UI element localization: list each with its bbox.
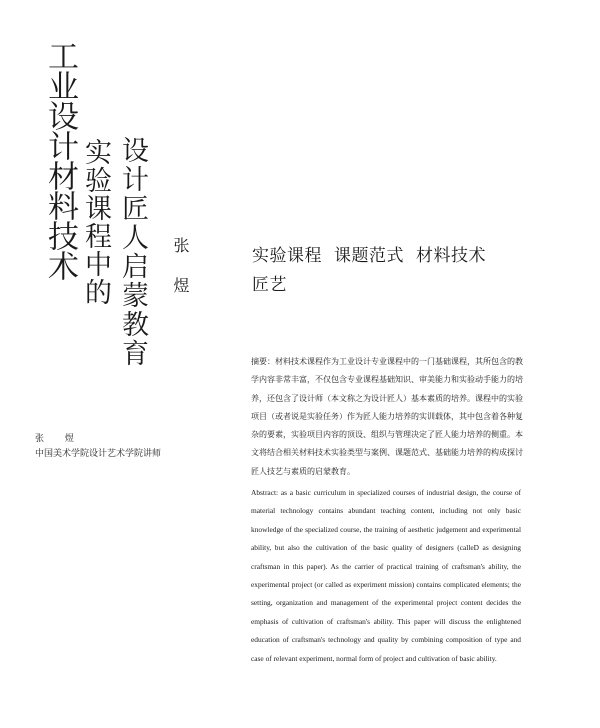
title-line-2: 实验课程中的 [80, 138, 111, 306]
author-name: 张 煜 [35, 434, 83, 444]
author-block [35, 432, 161, 463]
abstract-chinese: 摘要：材料技术课程作为工业设计专业课程中的一门基础课程，其所包含的教学内容非常丰富，不仅包含专业课程基础知识、审美能力和实验动手能力的培养，还包含了设计师（本文称之为设计匠人）基本素质的培养。课程中的实验项目（或者说是实验任务）作为匠人能力培养的实训载体，其中包含着各种复杂的要素，实验项目内容的顶设、组织与管理决定了匠人能力培养的侧重。本文将结合相关材料技术实验类型与案例、课题范式、基础能力培养的构成探讨匠人技艺与素质的启蒙教育。 [251, 357, 523, 476]
author-affiliation: 中国美术学院设计艺术学院讲师 [35, 449, 162, 460]
keyword: 实验课程 [252, 246, 322, 266]
keyword: 材料技术 [416, 246, 486, 266]
keyword: 匠艺 [252, 275, 287, 295]
title-line-3: 设计匠人启蒙教育 [117, 136, 148, 368]
title-line-1: 工业设计材料技术 [42, 40, 78, 280]
keyword: 课题范式 [334, 246, 404, 266]
author-name-vertical: 张煜 [171, 237, 190, 317]
abstract-english: Abstract: as a basic curriculum in specialized courses of industrial design, the course of material technology contains abundant teaching content, including not only basic knowledge of the specialized course, the training of aesthetic judgement and experimental ability, but also the cultivation of the basic quality of designers (calleD as designing craftsman in this paper). As the carrier of practical training of craftsman's ability, the experimental project (or called as experiment mission) contains complicated elements; the setting, organization and management of the experimental project content decides the emphasis of cultivation of craftsman's ability. This paper will discuss the enlightened education of craftsman's technology and quality by combining composition of type and case of relevant experiment, normal form of project and cultivation of basic ability. [251, 488, 521, 663]
keywords [252, 242, 552, 300]
